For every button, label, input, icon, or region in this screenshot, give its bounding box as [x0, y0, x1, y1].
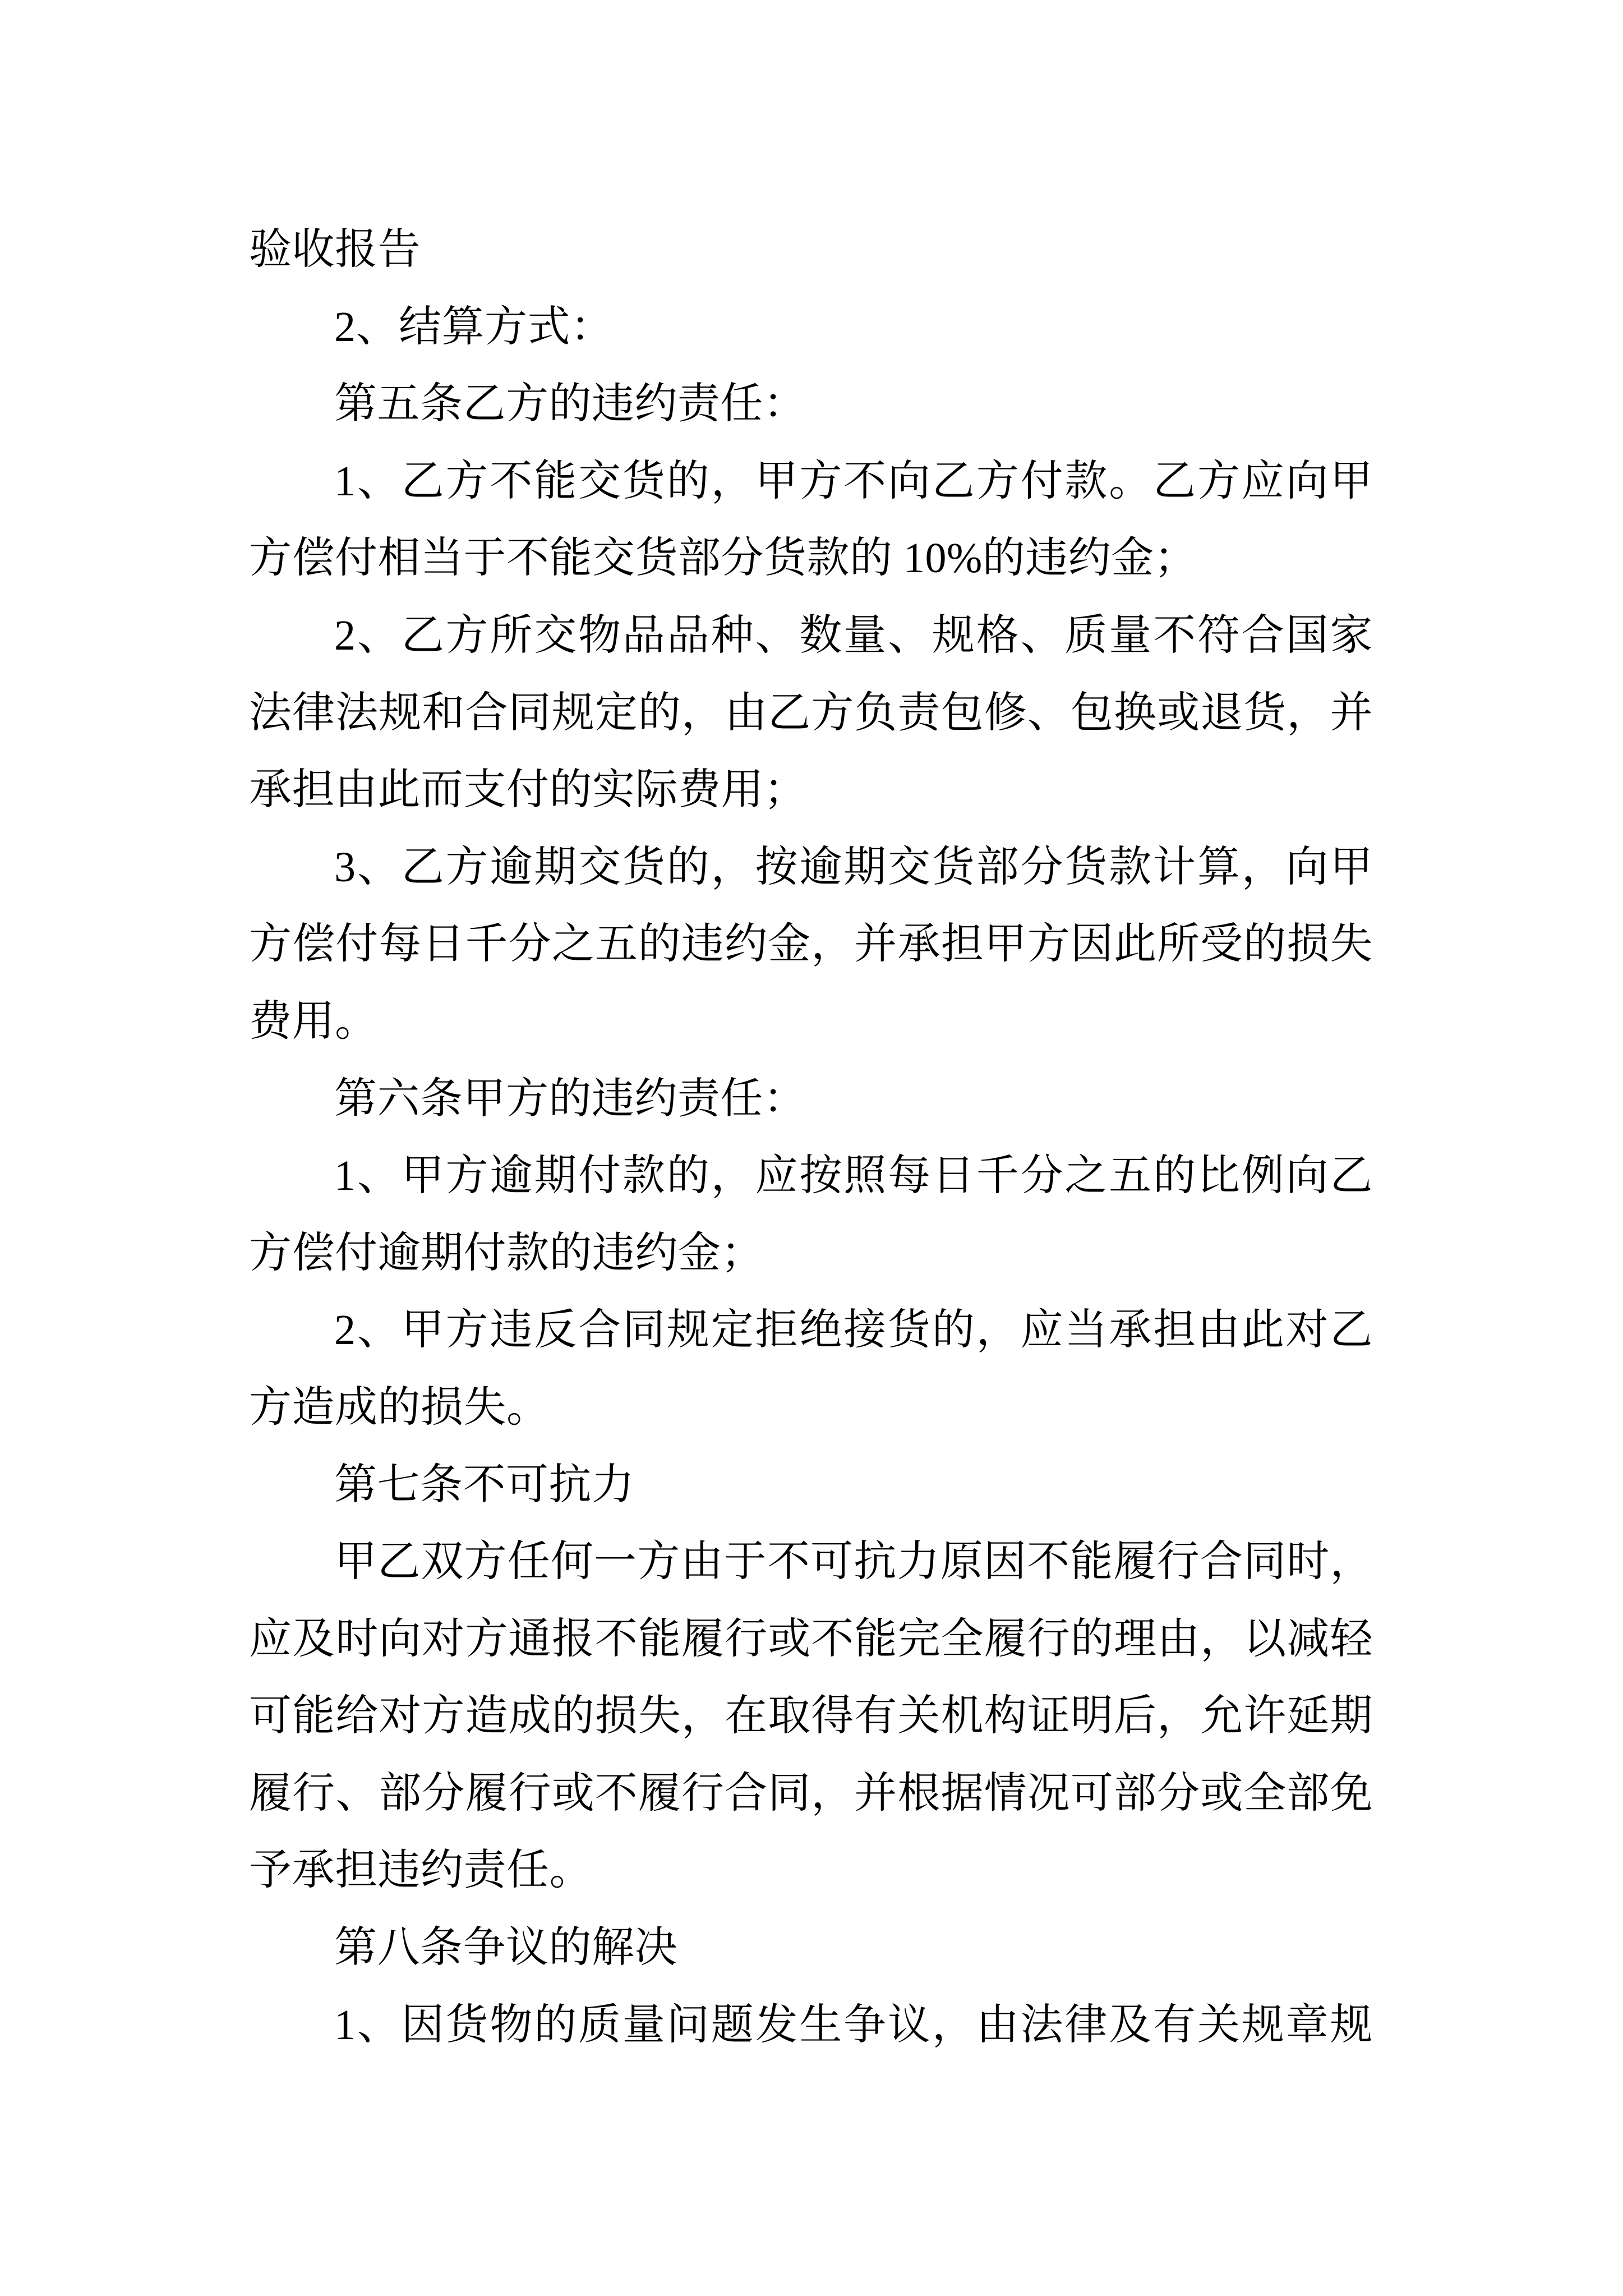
document-line: 甲乙双方任何一方由于不可抗力原因不能履行合同时，	[334, 1538, 1373, 1586]
document-line: 第五条乙方的违约责任：	[334, 380, 806, 428]
document-line: 方偿付逾期付款的违约金；	[249, 1229, 764, 1277]
document-line: 可能给对方造成的损失，在取得有关机构证明后，允许延期	[249, 1692, 1373, 1740]
document-line: 予承担违约责任。	[249, 1847, 592, 1894]
document-line: 1、乙方不能交货的，甲方不向乙方付款。乙方应向甲	[334, 457, 1373, 505]
document-line: 方偿付相当于不能交货部分货款的 10%的违约金；	[249, 535, 1197, 582]
document-line: 应及时向对方通报不能履行或不能完全履行的理由，以减轻	[249, 1615, 1373, 1663]
document-line: 费用。	[249, 997, 378, 1045]
document-line: 方造成的损失。	[249, 1383, 550, 1431]
document-line: 1、甲方逾期付款的，应按照每日千分之五的比例向乙	[334, 1152, 1373, 1200]
document-line: 履行、部分履行或不履行合同，并根据情况可部分或全部免	[249, 1769, 1373, 1817]
document-line: 2、结算方式：	[334, 303, 614, 351]
document-line: 1、因货物的质量问题发生争议，由法律及有关规章规	[334, 2001, 1373, 2049]
document-line: 3、乙方逾期交货的，按逾期交货部分货款计算，向甲	[334, 843, 1373, 891]
document-line: 法律法规和合同规定的，由乙方负责包修、包换或退货，并	[249, 689, 1373, 737]
document-line: 承担由此而支付的实际费用；	[249, 766, 807, 814]
document-line: 第八条争议的解决	[334, 1924, 677, 1972]
document-line: 2、甲方违反合同规定拒绝接货的，应当承担由此对乙	[334, 1306, 1373, 1354]
document-line: 方偿付每日千分之五的违约金，并承担甲方因此所受的损失	[249, 921, 1373, 968]
document-line: 2、乙方所交物品品种、数量、规格、质量不符合国家	[334, 611, 1373, 659]
document-line: 第七条不可抗力	[334, 1461, 635, 1508]
contract-text-block	[249, 211, 1373, 2064]
document-line: 第六条甲方的违约责任：	[334, 1075, 806, 1122]
document-line: 验收报告	[249, 226, 421, 273]
